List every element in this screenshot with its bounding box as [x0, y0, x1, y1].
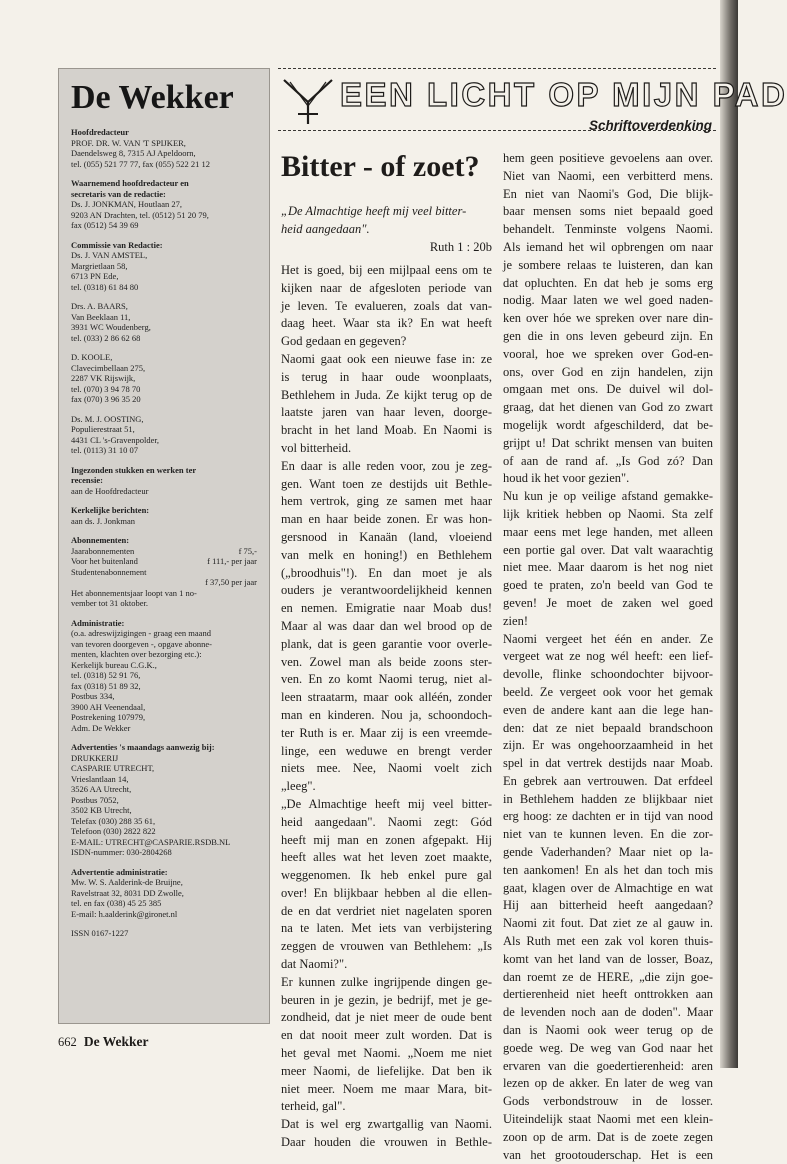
- price-label: Studentenabonnement: [71, 566, 147, 577]
- colophon-line: Vrieslantlaan 14,: [71, 773, 129, 784]
- colophon-line: Postbus 334,: [71, 691, 115, 701]
- colophon-line: vember tot 31 oktober.: [71, 598, 148, 608]
- colophon-line: Ds. J. VAN AMSTEL,: [71, 250, 148, 260]
- article-line: een portie gal over. Dat valt waarachtig: [503, 542, 713, 557]
- colophon-hoofdredacteur: [71, 127, 257, 169]
- article-line: lijk kritiek hebben op Naomi. Sta zelf: [503, 506, 713, 521]
- colophon-line: aan ds. J. Jonkman: [71, 515, 135, 526]
- colophon-heading: Ingezonden stukken en werken ter: [71, 464, 197, 475]
- colophon-advertenties: [71, 742, 257, 858]
- colophon-line: menten, klachten over bezorging etc.):: [71, 649, 202, 659]
- colophon-line: Ds. M. J. OOSTING,: [71, 413, 144, 424]
- colophon-line: Ds. J. JONKMAN, Houtlaan 27,: [71, 199, 182, 209]
- article-line: Daar houden die vrouwen in Bethle-: [281, 1135, 492, 1150]
- dashed-rule-top: [278, 68, 716, 69]
- article-line: ken over hóe we spreken over nare din-: [503, 311, 713, 326]
- colophon-line: 4431 CL 's-Gravenpolder,: [71, 434, 159, 445]
- colophon-line: tel. (0318) 61 84 80: [71, 281, 139, 292]
- article-line: Maar al was daar dan wel brood op de: [281, 618, 492, 633]
- colophon-line: 3526 AA Utrecht,: [71, 784, 132, 794]
- article-line: weggenomen. Ik heb enkel pure gal: [281, 868, 492, 883]
- article-line: en dat nooit meer zult worden. Dat is: [281, 1028, 492, 1043]
- colophon-heading: Advertentie administratie:: [71, 866, 168, 877]
- article-line: vergeet wat ze nog wél heeft: een lief-: [503, 649, 713, 664]
- article-line: dertierenheid niet heeft onttrokken aan: [503, 987, 713, 1002]
- article-line: omgaan met ons. De duivel wil dol-: [503, 382, 713, 397]
- colophon-issn: [71, 928, 257, 939]
- article-line: de en dat verdriet niet nagelaten sporen: [281, 903, 492, 918]
- article-line: je leven. Te evalueren, zoals dat van-: [281, 298, 492, 313]
- article-line: Er kunnen zulke ingrijpende dingen ge-: [281, 974, 492, 989]
- article-line: gende Vaderhanden? Maar niet op la-: [503, 845, 713, 860]
- epigraph-text: heid aangedaan".: [281, 221, 370, 236]
- committee-member: [71, 414, 257, 456]
- colophon-line: Telefoon (030) 2822 822: [71, 826, 156, 836]
- colophon-line: Populierestraat 51,: [71, 424, 135, 434]
- epigraph: [281, 203, 492, 256]
- colophon-line: Kerkelijk bureau C.G.K.,: [71, 659, 157, 670]
- article-line: na te laten. Met iets van verbijstering: [281, 921, 492, 936]
- article-line: kijken naar de afgesloten periode van: [281, 280, 492, 295]
- article-line: leen straatarm, maar ook alléén, zonder: [281, 690, 492, 705]
- article-line: in Bethlehem hadden ze blijkbaar niet: [503, 791, 713, 806]
- colophon-line: aan de Hoofdredacteur: [71, 485, 149, 496]
- colophon-line: 3502 KB Utrecht,: [71, 805, 132, 815]
- article-line: den: dat ze niet bepaald brandschoon: [503, 720, 713, 735]
- article-line: gersnood in Kanaän (land, vloeiend: [281, 529, 492, 544]
- article-line: linge, een weduwe en brengt verder: [281, 743, 492, 758]
- colophon-line: 3900 AH Veenendaal,: [71, 701, 146, 712]
- colophon-line: Ravelstraat 32, 8031 DD Zwolle,: [71, 887, 184, 898]
- series-header: [278, 66, 787, 136]
- article-line: terheid, gal".: [281, 1099, 346, 1114]
- article-line: heeft mij man en zonen afgepakt. Hij: [281, 832, 492, 847]
- committee-member: [71, 301, 257, 343]
- colophon-line: Het abonnementsjaar loopt van 1 no-: [71, 587, 197, 598]
- article-line: dat opluchten. En dat heb je soms erg: [503, 275, 713, 290]
- article-line: heid aangedaan". Naomi zegt: Gód: [281, 814, 492, 829]
- article-line: ons, over God en zijn handelen, zijn: [503, 364, 713, 379]
- article-line: maar eens met lege handen, met alleen: [503, 524, 713, 539]
- price-label: Jaarabonnementen: [71, 545, 135, 556]
- article-line: gen die in ons leven gebeurd zijn. En: [503, 328, 713, 343]
- colophon-line: Van Beeklaan 11,: [71, 311, 131, 322]
- article-line: komt van het land van de losser, Boaz,: [503, 951, 713, 966]
- colophon-line: Telefax (030) 288 35 61,: [71, 815, 156, 826]
- colophon-ingezonden: [71, 465, 257, 497]
- colophon-line: Drs. A. BAARS,: [71, 301, 128, 311]
- article-line: Naomi gaat ook een nieuwe fase in: ze: [281, 351, 492, 366]
- colophon-line: fax (0318) 51 89 32,: [71, 680, 141, 691]
- colophon-kerkelijke: [71, 505, 257, 526]
- colophon-line: fax (0512) 54 39 69: [71, 220, 139, 230]
- colophon-line: Clavecimbellaan 275,: [71, 362, 146, 373]
- epigraph-text: „De Almachtige heeft mij veel bitter-: [281, 204, 467, 218]
- article-line: zijn. Er was ongehoorzaamheid in het: [503, 738, 713, 753]
- price-row: [71, 567, 257, 578]
- article-line: Het is goed, bij een mijlpaal eens om te: [281, 263, 492, 277]
- article-line: En gebrek aan vertrouwen. Dat erfdeel: [503, 773, 713, 788]
- page-footer: [58, 1034, 149, 1050]
- article-line: niet mee. Maar daarom is het nog niet: [503, 560, 713, 575]
- article-line: („broodhuis"!). En dan moet je als: [281, 565, 492, 580]
- article-line: plank, dat is geen garantie voor overle-: [281, 636, 492, 651]
- article-line: zoon op de arm. Dat is de zoete zegen: [503, 1129, 713, 1144]
- article-line: gen. Want toen ze destijds uit Bethle-: [281, 476, 492, 491]
- colophon-line: tel. (070) 3 94 78 70: [71, 383, 141, 394]
- footer-publication: De Wekker: [83, 1034, 149, 1049]
- colophon-line: Adm. De Wekker: [71, 722, 131, 733]
- price-label: Voor het buitenland: [71, 556, 138, 566]
- colophon-line: tel. (0318) 52 91 76,: [71, 670, 141, 680]
- colophon-waarnemend: [71, 178, 257, 231]
- colophon-line: E-mail: h.aalderink@gironet.nl: [71, 908, 178, 919]
- section-label: Schriftoverdenking: [588, 118, 712, 133]
- colophon-heading: Abonnementen:: [71, 535, 130, 545]
- article-line: ervaren van die goedertierenheid: aren: [503, 1058, 713, 1073]
- page-number: 662: [58, 1035, 77, 1049]
- article-line: Nu kun je op veilige afstand gemakke-: [503, 489, 713, 504]
- article-line: dan is Naomi ook weer terug op de: [503, 1023, 713, 1038]
- article-line: goede weg. De weg van God naar het: [503, 1040, 713, 1055]
- colophon-line: Margrietlaan 58,: [71, 260, 128, 271]
- article-column-right: [503, 150, 713, 1164]
- colophon-line: Mw. W. S. Aalderink-de Bruijne,: [71, 877, 183, 887]
- colophon-line: 9203 AN Drachten, tel. (0512) 51 20 79,: [71, 209, 209, 220]
- colophon-commissie: [71, 240, 257, 456]
- article-line: lezen op de akker. En later de weg van: [503, 1076, 713, 1091]
- colophon-heading: Kerkelijke berichten:: [71, 505, 150, 515]
- article-line: je sombere relaas te luisteren, dan kan: [503, 257, 713, 272]
- colophon-line: 3931 WC Woudenberg,: [71, 322, 151, 332]
- article-line: Bethlehem in Juda. Ze kijkt terug op de: [281, 387, 492, 402]
- colophon-line: D. KOOLE,: [71, 352, 113, 362]
- colophon-line: DRUKKERIJ: [71, 752, 119, 763]
- colophon-line: tel. en fax (038) 45 25 385: [71, 898, 162, 908]
- colophon-line: CASPARIE UTRECHT,: [71, 763, 155, 773]
- colophon-box: [58, 68, 270, 1024]
- colophon-line: (o.a. adreswijzigingen - graag een maand: [71, 628, 211, 638]
- colophon-heading: Administratie:: [71, 617, 125, 628]
- article-line: heeft alles wat het leven zoet maakte,: [281, 850, 492, 865]
- colophon-abonnementen: [71, 535, 257, 609]
- colophon-administratie: [71, 618, 257, 734]
- colophon-line: Postbus 7052,: [71, 794, 119, 805]
- article-line: man en kinderen. Nou ja, schoondoch-: [281, 707, 492, 722]
- article-line: van melk en honing!) en Bethlehem: [281, 547, 492, 562]
- article-line: over! En blijkbaar hebben al die ellen-: [281, 885, 492, 900]
- article-line: Als Ruth met een zak vol koren thuis-: [503, 934, 713, 949]
- colophon-line: PROF. DR. W. VAN 'T SPIJKER,: [71, 137, 186, 148]
- article-line: ter Ruth is er. Maar zij is een vreemde-: [281, 725, 492, 740]
- article-line: het geval met Naomi. „Noem me niet: [281, 1046, 492, 1061]
- article-line: Gods verbondstrouw in de losser.: [503, 1094, 713, 1109]
- article-line: ven. En zo komt Naomi terug, niet al-: [281, 672, 492, 687]
- article-line: Uiteindelijk staat Naomi met een klein-: [503, 1112, 713, 1127]
- article-line: niet meer. Noem me maar Mara, bit-: [281, 1081, 492, 1096]
- article-line: baar mensen soms niet bepaald goed: [503, 204, 713, 219]
- price-row: [71, 556, 257, 567]
- article-line: vooral, hoe we spreken over God-en-: [503, 346, 713, 361]
- price-row: [71, 546, 257, 557]
- article-line: ouders je verantwoordelijkheid kennen: [281, 583, 492, 598]
- colophon-advertentie-administratie: [71, 867, 257, 920]
- article-line: grijpt u! Dat schrikt mensen van buiten: [503, 435, 713, 450]
- article-line: zeggen de vrouwen van Bethlehem: „Is: [281, 939, 492, 954]
- colophon-heading: Commissie van Redactie:: [71, 239, 163, 250]
- article-line: van het grootouderschap. Het is een: [503, 1147, 713, 1162]
- article-line: Hij aan bitterheid heeft aangedaan?: [503, 898, 713, 913]
- price-row: [71, 577, 257, 588]
- colophon-heading: Hoofdredacteur: [71, 127, 129, 137]
- epigraph-reference: Ruth 1 : 20b: [429, 239, 492, 254]
- article-line: vol bitterheid.: [281, 440, 352, 455]
- page-edge-shadow: [720, 0, 738, 1068]
- price-amount: f 111,- per jaar: [207, 556, 257, 566]
- article-line: „De Almachtige heeft mij veel bitter-: [281, 796, 492, 811]
- article-line: hem vertrok, ging ze samen met haar: [281, 494, 492, 509]
- article-line: goed te praten, zo'n beeld van God te: [503, 578, 713, 593]
- article-line: houd ik het voor gezien".: [503, 471, 630, 486]
- article-line: bracht in het land Moab. En Naomi is: [281, 423, 492, 438]
- issn-number: ISSN 0167-1227: [71, 928, 129, 938]
- article-line: „leeg".: [281, 779, 316, 794]
- colophon-heading: Waarnemend hoofdredacteur en: [71, 178, 189, 188]
- article-line: is terug in haar oude woonplaats,: [281, 369, 492, 384]
- series-title: EEN LICHT OP MIJN PAD: [340, 76, 787, 113]
- article-line: man en haar beide zonen. Er was hon-: [281, 512, 492, 527]
- article-line: En niet van Naomi's God, Die blijk-: [503, 186, 713, 201]
- article-line: hem geen positieve gevoelens aan over.: [503, 151, 713, 165]
- article-line: En daar is alle reden voor, zou je zeg-: [281, 458, 492, 473]
- colophon-line: ISDN-nummer: 030-2804268: [71, 847, 172, 857]
- article-line: graag, dat het dienen van God zo zwart: [503, 400, 713, 415]
- article-line: de levenden noch aan de doden". Maar: [503, 1005, 713, 1020]
- article-line: God gedaan en gegeven?: [281, 334, 407, 349]
- colophon-line: tel. (0113) 31 10 07: [71, 445, 138, 455]
- colophon-heading: recensie:: [71, 475, 103, 485]
- book-icon: [280, 72, 336, 128]
- article-line: Als iemand het wil opbrengen om naar: [503, 239, 713, 254]
- committee-member: [71, 250, 257, 292]
- article-line: ten aankomen! En als het dan toch mis: [503, 862, 713, 877]
- article-line: behandelt. Tenminste volgens Naomi.: [503, 222, 713, 237]
- colophon-line: 2287 VK Rijswijk,: [71, 373, 136, 383]
- price-amount: f 75,-: [238, 545, 257, 556]
- article-line: dan roemt ze de HERE, „die zijn goe-: [503, 969, 713, 984]
- article-line: en nemen. Emigratie naar Moab dus!: [281, 601, 492, 616]
- price-amount: f 37,50 per jaar: [205, 577, 257, 587]
- colophon-line: van tevoren doorgeven -, opgave abonne-: [71, 638, 212, 649]
- masthead-title: De Wekker: [71, 79, 234, 116]
- article-line: of aan de rand af. „Is God zó? Dan: [503, 453, 713, 468]
- article-line: geven! Je moet de zaken wel goed: [503, 595, 713, 610]
- article-column-middle: [281, 262, 492, 1152]
- article-line: niet van te kunnen leven. En die zor-: [503, 827, 713, 842]
- colophon-line: 6713 PN Ede,: [71, 271, 119, 281]
- article-line: niets mee. Nee, Naomi voelt zich: [281, 761, 492, 776]
- colophon-heading: secretaris van de redactie:: [71, 188, 166, 199]
- article-line: zien!: [503, 613, 528, 628]
- article-line: gaat, klagen over de Almachtige en wat: [503, 880, 713, 895]
- article-line: Naomi zit fout. Dat ziet ze al gauw in.: [503, 916, 713, 931]
- article-line: zondheid, dat je niet meer de oude bent: [281, 1010, 492, 1025]
- colophon-line: Postrekening 107979,: [71, 712, 146, 722]
- colophon-line: tel. (055) 521 77 77, fax (055) 522 21 12: [71, 158, 211, 169]
- colophon-line: E-MAIL: UTRECHT@CASPARIE.RSDB.NL: [71, 836, 231, 847]
- article-line: daag heet. Waar sta ik? En wat heeft: [281, 316, 492, 331]
- article-line: meer Naomi, de liefelijke. Dat ben ik: [281, 1063, 492, 1078]
- article-line: mogelijk wordt afgeschilderd, dat be-: [503, 417, 713, 432]
- colophon-heading: Advertenties 's maandags aanwezig bij:: [71, 742, 215, 752]
- article-line: even de andere kant aan die lege han-: [503, 702, 713, 717]
- committee-member: [71, 352, 257, 405]
- article-line: dat Naomi?".: [281, 957, 348, 972]
- article-line: ven. Zowel man als beide zoons ster-: [281, 654, 492, 669]
- article-line: beuren in je gezin, je bedrijf, met je ge-: [281, 992, 492, 1007]
- article-line: nodig. Maar laten we wel goed naden-: [503, 293, 713, 308]
- article-line: erg hoog: ze dachten er in tijd van nood: [503, 809, 713, 824]
- article-title: Bitter - of zoet?: [281, 150, 480, 183]
- article-line: laatste jaren van haar leven, doorge-: [281, 405, 492, 420]
- article-line: devolle, flinke schoondochter bijvoor-: [503, 667, 713, 682]
- article-line: spel in dat vertrek destijds naar Moab.: [503, 756, 713, 771]
- article-line: beeld. Ze vergeet ook voor het gemak: [503, 684, 713, 699]
- article-line: Niet van Naomi, een verbitterd mens.: [503, 168, 713, 183]
- article-line: Naomi vergeet het één en ander. Ze: [503, 631, 713, 646]
- colophon-line: tel. (033) 2 86 62 68: [71, 332, 141, 343]
- colophon-line: fax (070) 3 96 35 20: [71, 394, 141, 404]
- colophon-line: Daendelsweg 8, 7315 AJ Apeldoorn,: [71, 148, 196, 158]
- article-line: Dat is wel erg zwartgallig van Naomi.: [281, 1117, 492, 1132]
